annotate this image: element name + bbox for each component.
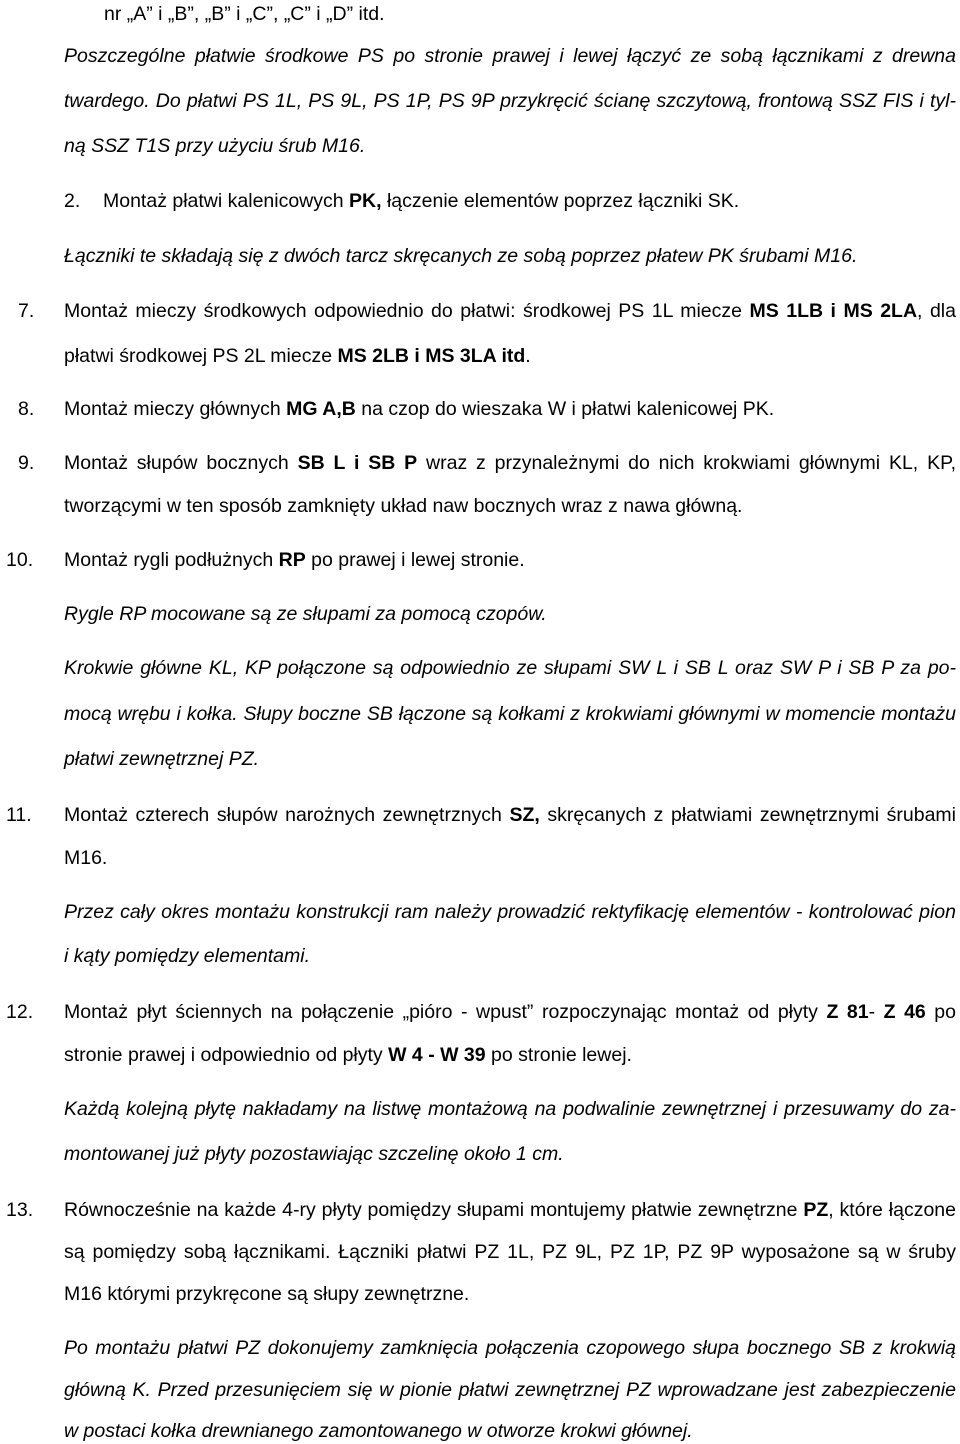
list-item-text	[64, 299, 956, 323]
text-run: -	[868, 1001, 884, 1023]
list-item	[64, 189, 80, 213]
text-run: wraz z przynależnymi do nich krokwiami głównymi KL, KP,	[417, 452, 956, 474]
item-number: 11.	[6, 804, 32, 826]
text-run: po	[925, 1001, 956, 1023]
text-line	[64, 344, 531, 368]
text-run: Równocześnie na każde 4-ry płyty pomiędzy słupami montujemy płatwie zewnętrzne	[64, 1199, 804, 1221]
text-line: Każdą kolejną płytę nakładamy na listwę montażową na podwalinie zewnętrznej i przesuwamy do za-	[64, 1098, 956, 1120]
item-number: 8.	[18, 398, 35, 420]
text-run-bold: PK,	[349, 190, 382, 212]
text-run: łączenie elementów poprzez łączniki SK.	[381, 190, 740, 212]
text-line	[64, 1043, 632, 1067]
text-line: ną SSZ T1S przy użyciu śrub M16.	[64, 135, 366, 157]
text-line: Przez cały okres montażu konstrukcji ram należy prowadzić rektyfikację elementów - kontrolować pion	[64, 901, 956, 923]
text-run: .	[525, 345, 531, 367]
text-run-bold: MS 2LB i MS 3LA itd	[337, 345, 526, 367]
list-item-text	[64, 451, 956, 475]
text-run: , które łączone	[828, 1199, 956, 1221]
text-line: Łączniki te składają się z dwóch tarcz skręcanych ze sobą poprzez płatew PK śrubami M16.	[64, 245, 858, 267]
text-line: Rygle RP mocowane są ze słupami za pomocą czopów.	[64, 603, 547, 625]
text-run-bold: SB L i SB P	[297, 452, 418, 474]
item-number: 12.	[6, 1001, 34, 1023]
item-number: 7.	[18, 300, 35, 322]
text-line: montowanej już płyty pozostawiając szczelinę około 1 cm.	[64, 1143, 564, 1165]
text-run: Montaż słupów bocznych	[64, 452, 298, 474]
text-line: Poszczególne płatwie środkowe PS po stronie prawej i lewej łączyć ze sobą łącznikami z drewna	[64, 45, 956, 67]
item-number: 13.	[6, 1199, 34, 1221]
list-item-text	[64, 548, 525, 572]
text-line: płatwi zewnętrznej PZ.	[64, 748, 260, 770]
text-line: M16 którymi przykręcone są słupy zewnętrzne.	[64, 1283, 470, 1305]
text-run: po prawej i lewej stronie.	[305, 549, 525, 571]
text-run-bold: W 4 - W 39	[388, 1044, 486, 1066]
text-line: tworzącymi w ten sposób zamknięty układ naw bocznych wraz z nawa główną.	[64, 495, 743, 517]
text-run: Montaż płatwi kalenicowych	[103, 190, 350, 212]
text-run-bold: MS 1LB i MS 2LA	[749, 300, 918, 322]
item-number: 10.	[6, 549, 34, 571]
text-run-bold: Z 81	[826, 1001, 869, 1023]
text-run: Montaż płyt ściennych na połączenie „pióro - wpust” rozpoczynając montaż od płyty	[64, 1001, 827, 1023]
list-item-text	[64, 1000, 956, 1024]
text-line: w postaci kołka drewnianego zamontowanego w otworze krokwi głównej.	[64, 1420, 693, 1442]
text-line: główną K. Przed przesunięciem się w pionie płatwi zewnętrznej PZ wprowadzane jest zabezpieczenie	[64, 1379, 956, 1401]
text-run: Montaż czterech słupów narożnych zewnętrznych	[64, 804, 510, 826]
text-line: M16.	[64, 847, 108, 869]
text-run: stronie prawej i odpowiednio od płyty	[64, 1044, 389, 1066]
list-item-text	[64, 1198, 956, 1222]
text-run-bold: MG A,B	[286, 398, 356, 420]
text-run: płatwi środkowej PS 2L miecze	[64, 345, 338, 367]
text-run-bold: SZ,	[509, 804, 540, 826]
text-line: są pomiędzy sobą łącznikami. Łączniki płatwi PZ 1L, PZ 9L, PZ 1P, PZ 9P wyposażone są w śruby	[64, 1241, 956, 1263]
list-item-text	[64, 803, 956, 827]
text-run: na czop do wieszaka W i płatwi kalenicowej PK.	[355, 398, 775, 420]
text-line: mocą wrębu i kołka. Słupy boczne SB łączone są kołkami z krokwiami głównymi w momencie montażu	[64, 703, 956, 725]
text-run: po stronie lewej.	[485, 1044, 632, 1066]
text-run: Montaż mieczy głównych	[64, 398, 287, 420]
text-run: Montaż rygli podłużnych	[64, 549, 279, 571]
item-number: 2.	[64, 190, 81, 212]
text-line: Po montażu płatwi PZ dokonujemy zamknięcia połączenia czopowego słupa bocznego SB z krokwią	[64, 1337, 956, 1359]
list-item-text	[64, 397, 774, 421]
item-number: 9.	[18, 452, 35, 474]
text-line: nr „A” i „B”, „B” i „C”, „C” i „D” itd.	[104, 3, 385, 25]
list-item-text	[103, 189, 739, 213]
text-run: skręcanych z płatwiami zewnętrznymi śrubami	[539, 804, 957, 826]
text-run: , dla	[917, 300, 956, 322]
text-run-bold: Z 46	[883, 1001, 926, 1023]
text-line: Krokwie główne KL, KP połączone są odpowiednio ze słupami SW L i SB L oraz SW P i SB P za po-	[64, 657, 956, 679]
text-run: Montaż mieczy środkowych odpowiednio do płatwi: środkowej PS 1L miecze	[64, 300, 750, 322]
text-run-bold: RP	[278, 549, 306, 571]
text-line: twardego. Do płatwi PS 1L, PS 9L, PS 1P, PS 9P przykręcić ścianę szczytową, frontową SSZ FIS i tyl-	[64, 90, 956, 112]
text-line: i kąty pomiędzy elementami.	[64, 945, 311, 967]
text-run-bold: PZ	[803, 1199, 829, 1221]
